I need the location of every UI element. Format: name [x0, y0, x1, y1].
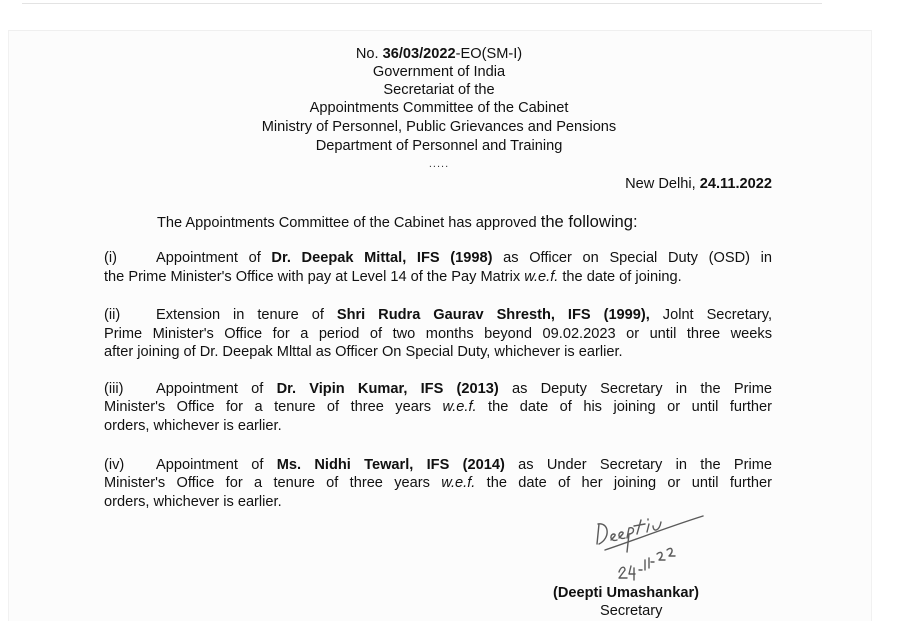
header-committee: Appointments Committee of the Cabinet [309, 100, 569, 116]
item-iv-line-3: orders, whichever is earlier. [104, 494, 282, 510]
header-separator-dots: ..... [428, 158, 450, 170]
header-secretariat: Secretariat of the [383, 82, 495, 98]
header-department: Department of Personnel and Training [315, 138, 563, 154]
header-ministry: Ministry of Personnel, Public Grievances and Pensions [261, 119, 617, 135]
handwritten-signature [585, 498, 715, 588]
item-iii-line-2: Minister's Office for a tenure of three years w.e.f. the date of his joining or until further [104, 399, 773, 415]
place-date: New Delhi, 24.11.2022 [625, 176, 772, 192]
top-divider [22, 3, 822, 4]
item-ii-line-2: Prime Minister's Office for a period of two months beyond 09.02.2023 or until three weeks [104, 326, 772, 342]
item-iv-line-1: (iv) Appointment of Ms. Nidhi Tewarl, IFS (2014) as Under Secretary in the Prime [104, 457, 772, 473]
signatory-designation: Secretary [600, 603, 663, 619]
item-iii-line-3: orders, whichever is earlier. [104, 418, 282, 434]
header-government: Government of India [372, 64, 506, 80]
item-i-line-1: (i) Appointment of Dr. Deepak Mittal, IFS (1998) as Officer on Special Duty (OSD) in [104, 250, 772, 266]
order-number: No. 36/03/2022-EO(SM-I) [355, 46, 523, 62]
item-ii-line-1: (ii) Extension in tenure of Shri Rudra Gaurav Shresth, IFS (1999), Jolnt Secretary, [104, 307, 772, 323]
item-i-line-2: the Prime Minister's Office with pay at Level 14 of the Pay Matrix w.e.f. the date of joining. [104, 269, 682, 285]
intro-sentence: The Appointments Committee of the Cabinet has approved the following: [157, 212, 638, 231]
item-iii-line-1: (iii) Appointment of Dr. Vipin Kumar, IFS (2013) as Deputy Secretary in the Prime [104, 381, 772, 397]
item-iv-line-2: Minister's Office for a tenure of three years w.e.f. the date of her joining or until further [104, 475, 773, 491]
item-ii-line-3: after joining of Dr. Deepak Mlttal as Officer On Special Duty, whichever is earlier. [104, 344, 623, 360]
signatory-name: (Deepti Umashankar) [553, 585, 699, 601]
